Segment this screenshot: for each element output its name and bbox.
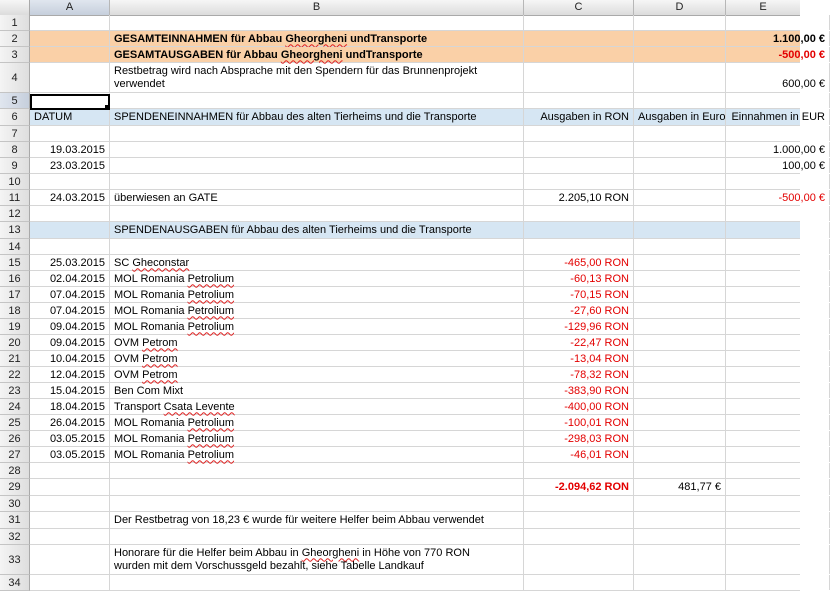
cell[interactable] — [524, 463, 634, 478]
cell[interactable] — [634, 383, 726, 398]
payee-cell[interactable]: OVM Petrom — [110, 351, 524, 366]
cell[interactable] — [110, 174, 524, 189]
row-header[interactable]: 24 — [0, 399, 30, 415]
column-header-b[interactable]: B — [110, 0, 524, 15]
cell[interactable] — [110, 142, 524, 157]
date-cell[interactable]: 09.04.2015 — [30, 319, 110, 334]
total-income-label[interactable]: GESAMTEINNAHMEN für Abbau Gheorgheni undTransporte — [110, 31, 524, 46]
row-header[interactable]: 2 — [0, 31, 30, 47]
table-row — [30, 158, 825, 174]
date-cell[interactable]: 09.04.2015 — [30, 335, 110, 350]
payee-cell[interactable]: Ben Com Mixt — [110, 383, 524, 398]
cell[interactable] — [524, 206, 634, 221]
date-cell[interactable]: 07.04.2015 — [30, 303, 110, 318]
cell[interactable] — [634, 93, 726, 108]
cell[interactable] — [726, 174, 830, 189]
cell[interactable] — [524, 63, 634, 92]
cell[interactable] — [524, 174, 634, 189]
cell[interactable] — [726, 431, 830, 446]
cell[interactable] — [726, 351, 830, 366]
cell[interactable] — [726, 93, 830, 108]
cell[interactable] — [634, 367, 726, 382]
row-header[interactable]: 31 — [0, 512, 30, 529]
table-row — [30, 15, 800, 31]
table-row — [30, 271, 800, 287]
cell[interactable] — [30, 529, 110, 544]
amount-ron-cell[interactable]: -22,47 RON — [524, 335, 634, 350]
cell[interactable] — [634, 447, 726, 462]
amount-ron-cell[interactable]: -27,60 RON — [524, 303, 634, 318]
table-row — [30, 142, 825, 158]
payee-cell[interactable]: MOL Romania Petrolium — [110, 303, 524, 318]
cell[interactable] — [726, 206, 830, 221]
cell[interactable] — [524, 93, 634, 108]
description-cell[interactable]: überwiesen an GATE — [110, 190, 524, 205]
expense-total-euro[interactable]: 481,77 € — [634, 479, 726, 495]
cell[interactable] — [524, 158, 634, 173]
cell[interactable] — [634, 287, 726, 302]
income-cell[interactable]: 1.000,00 € — [726, 142, 830, 157]
table-row — [30, 255, 800, 271]
header-expenses-ron[interactable]: Ausgaben in RON — [524, 109, 634, 125]
amount-ron-cell[interactable]: -100,01 RON — [524, 415, 634, 430]
remainder-helpers-note[interactable]: Der Restbetrag von 18,23 € wurde für weitere Helfer beim Abbau verwendet — [110, 512, 524, 528]
row-header[interactable]: 18 — [0, 303, 30, 319]
cell[interactable] — [634, 190, 726, 205]
column-header-e[interactable]: E — [759, 1, 767, 13]
cell[interactable] — [726, 222, 830, 238]
cell[interactable] — [30, 479, 110, 495]
column-header-d[interactable]: D — [634, 0, 726, 15]
cell[interactable] — [634, 255, 726, 270]
row-header[interactable]: 13 — [0, 222, 30, 239]
cell[interactable] — [110, 15, 524, 30]
table-row — [30, 319, 800, 335]
cell[interactable] — [30, 222, 110, 238]
amount-ron-cell[interactable]: -46,01 RON — [524, 447, 634, 462]
table-row — [30, 31, 825, 47]
amount-ron-cell[interactable]: -60,13 RON — [524, 271, 634, 286]
honorarium-note[interactable]: Honorare für die Helfer beim Abbau in Gheorgheni in Höhe von 770 RON wurden mit dem Vorschussgeld bezahlt, siehe Tabelle Landkauf — [110, 545, 524, 574]
cell[interactable] — [110, 93, 524, 108]
cell[interactable] — [634, 15, 726, 30]
cell[interactable] — [726, 126, 830, 141]
cell[interactable] — [30, 575, 110, 590]
cell[interactable] — [634, 529, 726, 544]
date-cell[interactable]: 07.04.2015 — [30, 287, 110, 302]
row-header[interactable]: 3 — [0, 47, 30, 63]
cell-selection-outline — [30, 94, 110, 110]
row-header[interactable]: 10 — [0, 174, 30, 190]
cell[interactable] — [524, 575, 634, 590]
row-header[interactable]: 34 — [0, 575, 30, 591]
cell[interactable] — [634, 47, 726, 62]
payee-cell[interactable]: MOL Romania Petrolium — [110, 319, 524, 334]
cell[interactable] — [726, 287, 830, 302]
remainder-value[interactable]: 600,00 € — [726, 63, 830, 92]
cell[interactable] — [726, 529, 830, 544]
table-row — [30, 126, 800, 142]
total-expense-label[interactable]: GESAMTAUSGABEN für Abbau Gheorgheni undTransporte — [110, 47, 524, 62]
row-header[interactable]: 6 — [0, 109, 30, 126]
cell[interactable] — [726, 367, 830, 382]
cell[interactable] — [110, 496, 524, 511]
payee-cell[interactable]: MOL Romania Petrolium — [110, 415, 524, 430]
cell[interactable] — [110, 463, 524, 478]
payee-cell[interactable]: OVM Petrom — [110, 367, 524, 382]
cell[interactable] — [634, 126, 726, 141]
cell[interactable] — [524, 15, 634, 30]
cell[interactable] — [726, 463, 830, 478]
cell[interactable] — [634, 142, 726, 157]
cell[interactable] — [634, 63, 726, 92]
amount-ron-cell[interactable]: -70,15 RON — [524, 287, 634, 302]
cell[interactable] — [524, 142, 634, 157]
cell[interactable] — [524, 47, 634, 62]
table-row — [30, 174, 800, 190]
row-header[interactable]: 21 — [0, 351, 30, 367]
cell[interactable] — [634, 222, 726, 238]
date-cell[interactable]: 02.04.2015 — [30, 271, 110, 286]
row-header[interactable]: 30 — [0, 496, 30, 512]
cell[interactable] — [524, 31, 634, 46]
cell[interactable] — [30, 463, 110, 478]
cell[interactable] — [726, 15, 830, 30]
column-header-c[interactable]: C — [524, 0, 634, 15]
date-cell[interactable]: 03.05.2015 — [30, 431, 110, 446]
cell[interactable] — [726, 239, 830, 254]
row-header[interactable]: 26 — [0, 431, 30, 447]
cell[interactable] — [634, 575, 726, 590]
row-header[interactable]: 28 — [0, 463, 30, 479]
table-row — [30, 239, 800, 255]
date-cell[interactable]: 15.04.2015 — [30, 383, 110, 398]
cell[interactable] — [726, 545, 830, 574]
cell[interactable] — [30, 206, 110, 221]
cell[interactable] — [634, 415, 726, 430]
row-header[interactable]: 29 — [0, 479, 30, 496]
cell[interactable] — [726, 415, 830, 430]
header-date[interactable]: DATUM — [30, 109, 110, 125]
cell[interactable] — [634, 31, 726, 46]
row-header[interactable]: 23 — [0, 383, 30, 399]
cell[interactable] — [726, 512, 830, 528]
cell[interactable] — [726, 271, 830, 286]
table-row — [30, 512, 800, 529]
table-row — [30, 545, 800, 575]
cell[interactable] — [634, 271, 726, 286]
total-expense-value[interactable]: -500,00 € — [726, 47, 830, 62]
row-header[interactable]: 33 — [0, 545, 30, 575]
payee-cell[interactable]: MOL Romania Petrolium — [110, 447, 524, 462]
table-row — [30, 287, 800, 303]
amount-ron-cell[interactable]: -465,00 RON — [524, 255, 634, 270]
table-row — [30, 63, 825, 93]
cell[interactable] — [634, 496, 726, 511]
table-row — [30, 496, 800, 512]
cell[interactable] — [30, 239, 110, 254]
payee-cell[interactable]: MOL Romania Petrolium — [110, 431, 524, 446]
payee-cell[interactable]: SC Gheconstar — [110, 255, 524, 270]
date-cell[interactable]: 26.04.2015 — [30, 415, 110, 430]
header-income-eur[interactable]: Einnahmen in EUR — [726, 109, 830, 125]
cell[interactable] — [110, 575, 524, 590]
amount-ron-cell[interactable]: -13,04 RON — [524, 351, 634, 366]
cell[interactable] — [524, 529, 634, 544]
date-cell[interactable]: 25.03.2015 — [30, 255, 110, 270]
row-header[interactable]: 25 — [0, 415, 30, 431]
header-income-section[interactable]: SPENDENEINNAHMEN für Abbau des alten Tierheims und die Transporte — [110, 109, 524, 125]
cell[interactable] — [634, 351, 726, 366]
cell[interactable] — [634, 158, 726, 173]
cell[interactable] — [110, 479, 524, 495]
row-header[interactable]: 22 — [0, 367, 30, 383]
table-row — [30, 47, 825, 63]
cell[interactable] — [30, 512, 110, 528]
cell[interactable] — [634, 319, 726, 334]
table-row — [30, 190, 825, 206]
cell[interactable] — [30, 174, 110, 189]
cell[interactable] — [634, 239, 726, 254]
row-header[interactable]: 12 — [0, 206, 30, 222]
row-header[interactable]: 15 — [0, 255, 30, 271]
row-header[interactable]: 1 — [0, 15, 30, 31]
cell[interactable] — [634, 431, 726, 446]
column-header-a[interactable]: A — [30, 0, 110, 15]
payee-cell[interactable]: MOL Romania Petrolium — [110, 287, 524, 302]
table-row — [30, 335, 800, 351]
total-income-value[interactable]: 1.100,00 € — [726, 31, 830, 46]
amount-ron-cell[interactable]: -383,90 RON — [524, 383, 634, 398]
cell[interactable] — [726, 383, 830, 398]
select-all-corner[interactable] — [0, 0, 30, 15]
cell[interactable] — [634, 512, 726, 528]
cell[interactable] — [30, 47, 110, 62]
cell[interactable] — [30, 126, 110, 141]
date-cell[interactable]: 24.03.2015 — [30, 190, 110, 205]
cell[interactable] — [634, 335, 726, 350]
cell[interactable] — [726, 319, 830, 334]
date-cell[interactable]: 18.04.2015 — [30, 399, 110, 414]
table-row — [30, 399, 800, 415]
row-header[interactable]: 27 — [0, 447, 30, 463]
cell[interactable] — [634, 174, 726, 189]
row-header[interactable]: 14 — [0, 239, 30, 255]
row-header[interactable]: 5 — [0, 93, 30, 109]
row-header[interactable]: 32 — [0, 529, 30, 545]
cell[interactable] — [726, 496, 830, 511]
table-row — [30, 303, 800, 319]
cell[interactable] — [634, 303, 726, 318]
cell[interactable] — [726, 335, 830, 350]
header-expense-section[interactable]: SPENDENAUSGABEN für Abbau des alten Tierheims und die Transporte — [110, 222, 524, 238]
cell[interactable] — [110, 158, 524, 173]
row-header[interactable]: 20 — [0, 335, 30, 351]
payee-cell[interactable]: Transport Csata Levente — [110, 399, 524, 414]
cell[interactable] — [634, 463, 726, 478]
header-expenses-euro[interactable]: Ausgaben in Euro — [634, 109, 726, 125]
table-row — [30, 383, 800, 399]
cell[interactable] — [30, 63, 110, 92]
amount-ron-cell[interactable]: -129,96 RON — [524, 319, 634, 334]
date-cell[interactable]: 03.05.2015 — [30, 447, 110, 462]
table-row — [30, 415, 800, 431]
row-header[interactable]: 7 — [0, 126, 30, 142]
date-cell[interactable]: 23.03.2015 — [30, 158, 110, 173]
row-header[interactable]: 11 — [0, 190, 30, 206]
table-row — [30, 463, 800, 479]
cell[interactable] — [524, 222, 634, 238]
cell[interactable] — [110, 126, 524, 141]
date-cell[interactable]: 10.04.2015 — [30, 351, 110, 366]
cell[interactable] — [524, 126, 634, 141]
expense-total-ron[interactable]: -2.094,62 RON — [524, 479, 634, 495]
cell[interactable] — [524, 239, 634, 254]
cell[interactable] — [524, 545, 634, 574]
cell[interactable] — [30, 31, 110, 46]
row-header[interactable]: 9 — [0, 158, 30, 174]
amount-ron-cell[interactable]: -78,32 RON — [524, 367, 634, 382]
income-cell[interactable]: -500,00 € — [726, 190, 830, 205]
table-row — [30, 529, 800, 545]
cell[interactable] — [726, 479, 830, 495]
table-row — [30, 447, 800, 463]
cell[interactable] — [524, 496, 634, 511]
income-cell[interactable]: 100,00 € — [726, 158, 830, 173]
payee-cell[interactable]: OVM Petrom — [110, 335, 524, 350]
cell[interactable] — [726, 447, 830, 462]
table-row — [30, 206, 800, 222]
table-row — [30, 109, 825, 126]
cell[interactable] — [634, 206, 726, 221]
cell[interactable] — [634, 545, 726, 574]
cell[interactable] — [110, 206, 524, 221]
date-cell[interactable]: 12.04.2015 — [30, 367, 110, 382]
amount-ron-cell[interactable]: -298,03 RON — [524, 431, 634, 446]
amount-ron-cell[interactable]: -400,00 RON — [524, 399, 634, 414]
row-header[interactable]: 4 — [0, 63, 30, 93]
row-header[interactable]: 16 — [0, 271, 30, 287]
row-header[interactable]: 17 — [0, 287, 30, 303]
table-row — [30, 222, 800, 239]
cell[interactable] — [110, 239, 524, 254]
table-row — [30, 431, 800, 447]
table-row — [30, 479, 800, 496]
cell[interactable] — [726, 255, 830, 270]
cell[interactable] — [726, 303, 830, 318]
cell[interactable] — [524, 512, 634, 528]
table-row — [30, 575, 800, 591]
row-header[interactable]: 19 — [0, 319, 30, 335]
remainder-note[interactable]: Restbetrag wird nach Absprache mit den Spendern für das Brunnenprojekt verwendet — [110, 63, 524, 92]
cell[interactable] — [30, 15, 110, 30]
amount-ron-cell[interactable]: 2.205,10 RON — [524, 190, 634, 205]
date-cell[interactable]: 19.03.2015 — [30, 142, 110, 157]
table-row — [30, 93, 800, 109]
payee-cell[interactable]: MOL Romania Petrolium — [110, 271, 524, 286]
cell[interactable] — [726, 399, 830, 414]
row-header[interactable]: 8 — [0, 142, 30, 158]
cell[interactable] — [726, 575, 830, 590]
cell[interactable] — [110, 529, 524, 544]
fill-handle[interactable] — [105, 105, 110, 110]
cell[interactable] — [30, 496, 110, 511]
cell[interactable] — [634, 399, 726, 414]
table-row — [30, 367, 800, 383]
table-row — [30, 351, 800, 367]
cell[interactable] — [30, 545, 110, 574]
